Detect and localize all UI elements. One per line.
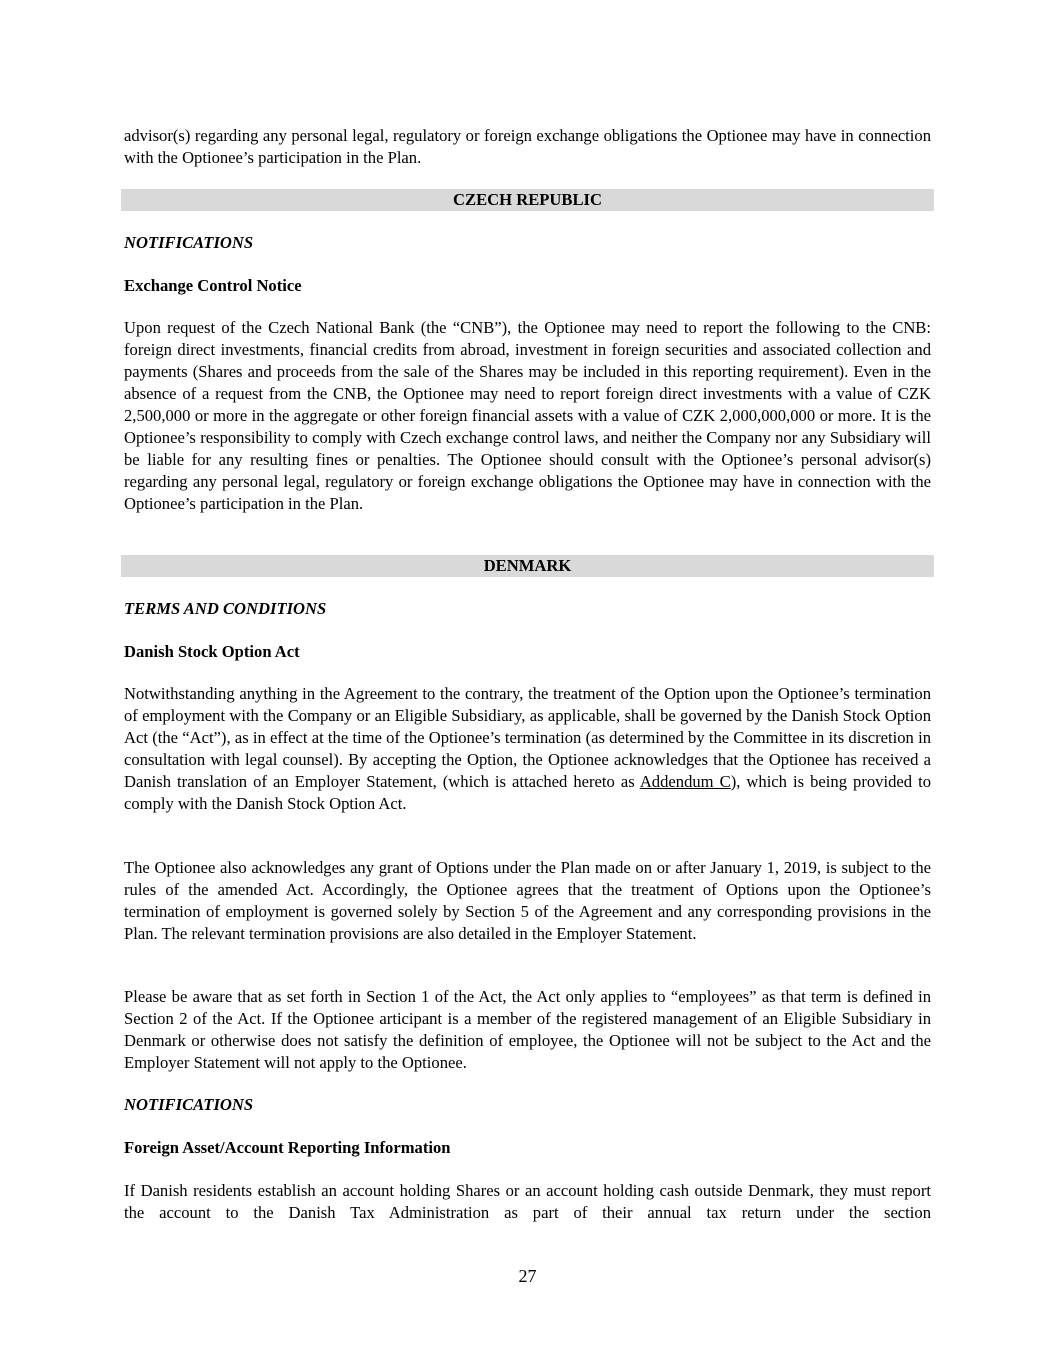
exchange-control-paragraph: Upon request of the Czech National Bank (the “CNB”), the Optionee may need to report the following to the CNB: foreign direct investments, financial credits from abroad, investment in foreign securities and associated collection and payments (Shares and proceeds from the sale of the Shares may be included in this reporting requirement). Even in the absence of a request from the CNB, the Optionee may need to report foreign direct investments with a value of CZK 2,500,000 or more in the aggregate or other foreign financial assets with a value of CZK 2,000,000,000 or more. It is the Optionee’s responsibility to comply with Czech exchange control laws, and neither the Company nor any Subsidiary will be liable for any resulting fines or penalties. The Optionee should consult with the Optionee’s personal advisor(s) regarding any personal legal, regulatory or foreign exchange obligations the Optionee may have in connection with the Optionee’s participation in the Plan.: [124, 318, 931, 513]
danish-act-paragraph-1: [124, 683, 931, 815]
danish-act-text-after: ), which is being provided to comply with the Danish Stock Option Act.: [124, 772, 931, 813]
foreign-asset-reporting-heading: Foreign Asset/Account Reporting Information: [124, 1138, 451, 1157]
section-bar-denmark: DENMARK: [121, 555, 934, 577]
denmark-notifications-heading: NOTIFICATIONS: [124, 1095, 254, 1114]
page-number: 27: [518, 1266, 537, 1286]
exchange-control-notice-heading: Exchange Control Notice: [124, 276, 302, 295]
denmark-terms-heading: TERMS AND CONDITIONS: [124, 599, 327, 618]
carryover-paragraph: advisor(s) regarding any personal legal, regulatory or foreign exchange obligations the Optionee may have in connection with the Optionee’s participation in the Plan.: [124, 126, 931, 167]
danish-act-paragraph-3: Please be aware that as set forth in Section 1 of the Act, the Act only applies to “employees” as that term is defined in Section 2 of the Act. If the Optionee articipant is a member of the registered management of an Eligible Subsidiary in Denmark or otherwise does not satisfy the definition of employee, the Optionee will not be subject to the Act and the Employer Statement will not apply to the Optionee.: [124, 987, 931, 1072]
foreign-asset-paragraph: If Danish residents establish an account holding Shares or an account holding cash outside Denmark, they must report the account to the Danish Tax Administration as part of their annual tax return under the section: [124, 1181, 931, 1222]
danish-stock-option-act-heading: Danish Stock Option Act: [124, 642, 300, 661]
section-bar-czech-republic: CZECH REPUBLIC: [121, 189, 934, 211]
czech-notifications-heading: NOTIFICATIONS: [124, 233, 254, 252]
danish-act-text-before: Notwithstanding anything in the Agreement to the contrary, the treatment of the Option upon the Optionee’s termination of employment with the Company or an Eligible Subsidiary, as applicable, shall be governed by the Danish Stock Option Act (the “Act”), as in effect at the time of the Optionee’s termination (as determined by the Committee in its discretion in consultation with legal counsel). By accepting the Option, the Optionee acknowledges that the Optionee has received a Danish translation of an Employer Statement, (which is attached hereto as: [124, 684, 931, 791]
addendum-c-reference: Addendum C: [639, 772, 731, 791]
danish-act-paragraph-2: The Optionee also acknowledges any grant of Options under the Plan made on or after January 1, 2019, is subject to the rules of the amended Act. Accordingly, the Optionee agrees that the treatment of Options upon the Optionee’s termination of employment is governed solely by Section 5 of the Agreement and any corresponding provisions in the Plan. The relevant termination provisions are also detailed in the Employer Statement.: [124, 858, 931, 943]
